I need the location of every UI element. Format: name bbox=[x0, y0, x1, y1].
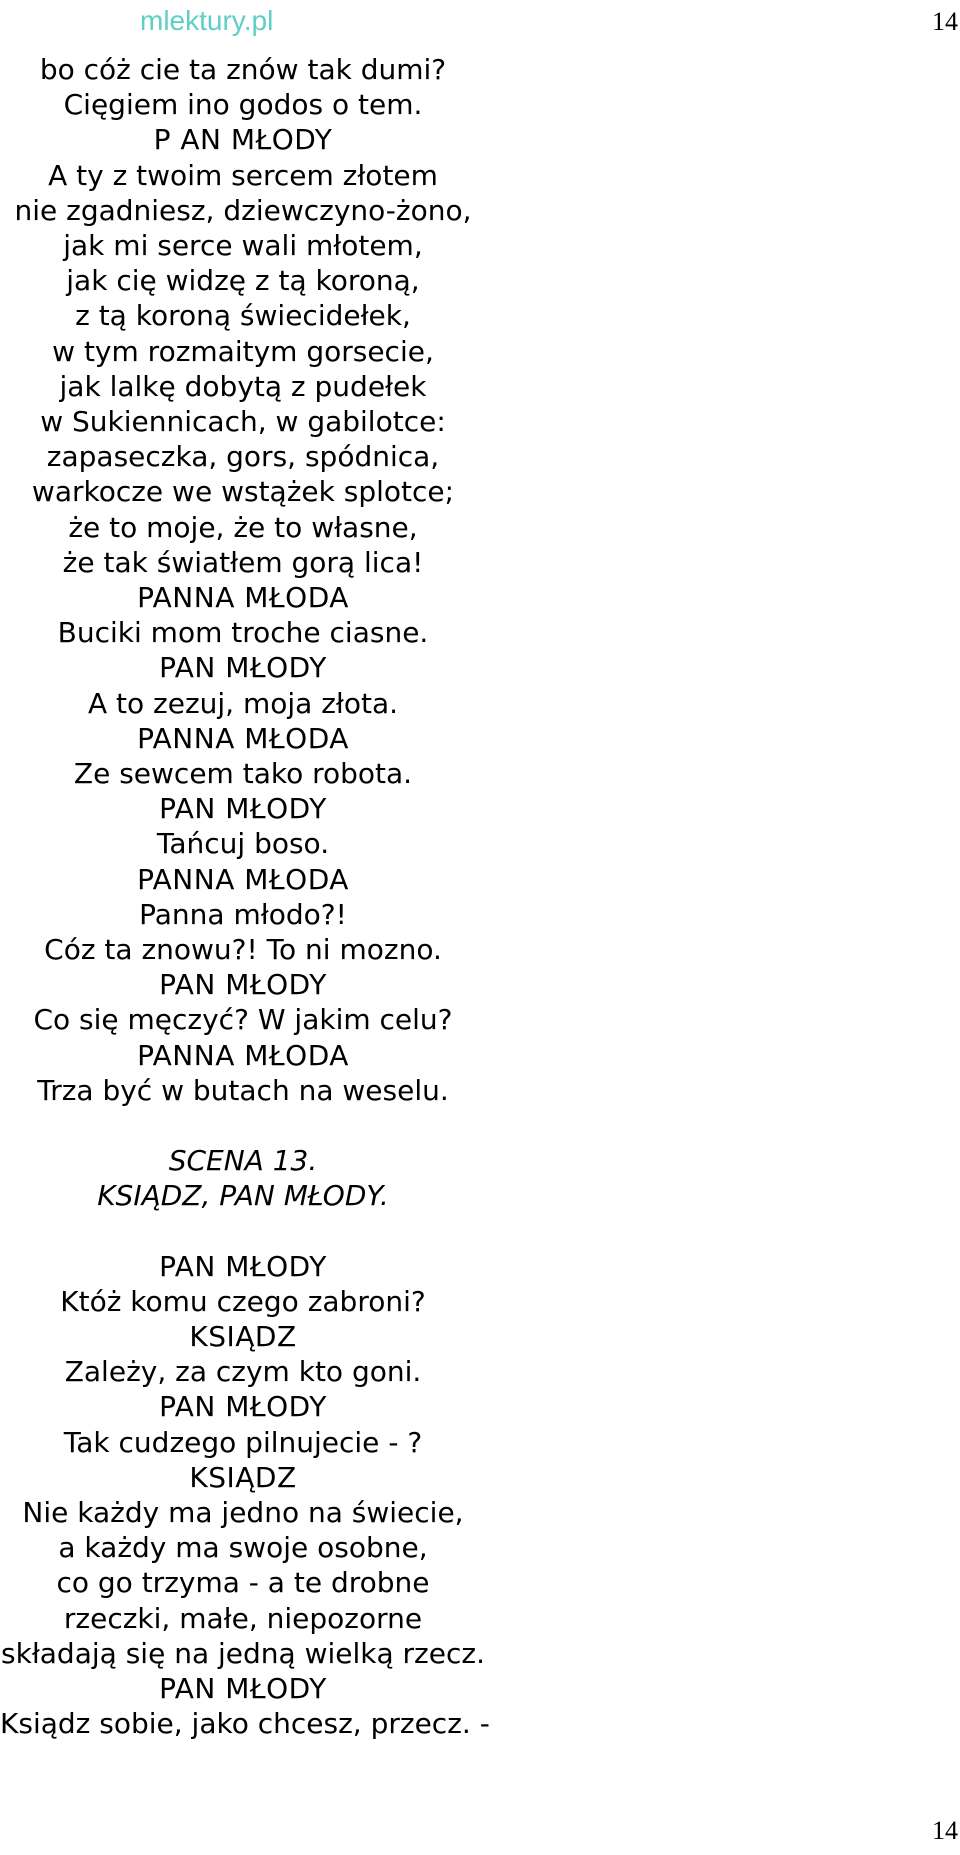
text-line: Tak cudzego pilnujecie - ? bbox=[63, 1425, 423, 1459]
text-line: Ze sewcem tako robota. bbox=[73, 757, 413, 791]
text-line: bo cóż cie ta znów tak dumi? bbox=[39, 53, 447, 86]
speaker-name: PAN MŁODY bbox=[159, 651, 327, 685]
page-number-top: 14 bbox=[932, 7, 958, 36]
text-line: że to moje, że to własne, bbox=[68, 510, 418, 544]
speaker-name: PANNA MŁODA bbox=[137, 581, 349, 615]
speaker-name: KSIĄDZ bbox=[189, 1319, 297, 1353]
text-line: jak lalkę dobytą z pudełek bbox=[59, 369, 427, 403]
speaker-name: P AN MŁODY bbox=[153, 123, 333, 157]
page-number-bottom: 14 bbox=[932, 1816, 958, 1845]
text-line: co go trzyma - a te drobne bbox=[56, 1566, 430, 1600]
text-line: nie zgadniesz, dziewczyno-żono, bbox=[14, 193, 472, 227]
text-line: rzeczki, małe, niepozorne bbox=[63, 1601, 423, 1635]
text-line: jak mi serce wali młotem, bbox=[63, 229, 423, 263]
text-line: A to zezuj, moja złota. bbox=[87, 686, 399, 720]
speaker-name: PANNA MŁODA bbox=[137, 1038, 349, 1072]
text-line: w tym rozmaitym gorsecie, bbox=[52, 334, 434, 368]
text-line: Cóz ta znowu?! To ni mozno. bbox=[44, 933, 442, 967]
spacer bbox=[0, 1214, 486, 1249]
text-line: Zależy, za czym kto goni. bbox=[64, 1355, 422, 1389]
speaker-name: PAN MŁODY bbox=[159, 1671, 327, 1705]
text-line: warkocze we wstążek splotce; bbox=[31, 475, 455, 509]
site-name: mlektury.pl bbox=[140, 5, 274, 36]
text-column bbox=[0, 52, 490, 1741]
text-line: z tą koroną świecidełek, bbox=[75, 299, 411, 333]
text-line: Ksiądz sobie, jako chcesz, przecz. - bbox=[0, 1707, 490, 1741]
text-line: Nie każdy ma jedno na świecie, bbox=[22, 1495, 464, 1529]
speaker-name: PAN MŁODY bbox=[159, 968, 327, 1002]
text-line: Trza być w butach na weselu. bbox=[37, 1073, 449, 1107]
text-line: Buciki mom troche ciasne. bbox=[57, 616, 429, 650]
text-line: że tak światłem gorą lica! bbox=[62, 545, 424, 579]
text-line: w Sukiennicach, w gabilotce: bbox=[40, 405, 446, 439]
speaker-name: PAN MŁODY bbox=[159, 1249, 327, 1283]
text-line: Cięgiem ino godos o tem. bbox=[63, 88, 423, 122]
speaker-name: PANNA MŁODA bbox=[137, 721, 349, 755]
text-line: Panna młodo?! bbox=[139, 897, 347, 931]
scene-title: SCENA 13. bbox=[168, 1144, 318, 1178]
text-line: Co się męczyć? W jakim celu? bbox=[33, 1003, 453, 1037]
speaker-name: PANNA MŁODA bbox=[137, 862, 349, 896]
scene-characters: KSIĄDZ, PAN MŁODY. bbox=[97, 1179, 389, 1213]
text-line: Tańcuj boso. bbox=[156, 827, 330, 861]
text-line: A ty z twoim sercem złotem bbox=[48, 158, 438, 192]
speaker-name: PAN MŁODY bbox=[159, 792, 327, 826]
text-line: zapaseczka, gors, spódnica, bbox=[46, 440, 440, 474]
text-line: Któż komu czego zabroni? bbox=[60, 1284, 426, 1318]
speaker-name: KSIĄDZ bbox=[189, 1460, 297, 1494]
speaker-name: PAN MŁODY bbox=[159, 1390, 327, 1424]
text-line: jak cię widzę z tą koroną, bbox=[66, 264, 420, 298]
text-line: składają się na jedną wielką rzecz. bbox=[1, 1636, 485, 1670]
text-line: a każdy ma swoje osobne, bbox=[58, 1531, 428, 1565]
spacer bbox=[0, 1108, 486, 1143]
